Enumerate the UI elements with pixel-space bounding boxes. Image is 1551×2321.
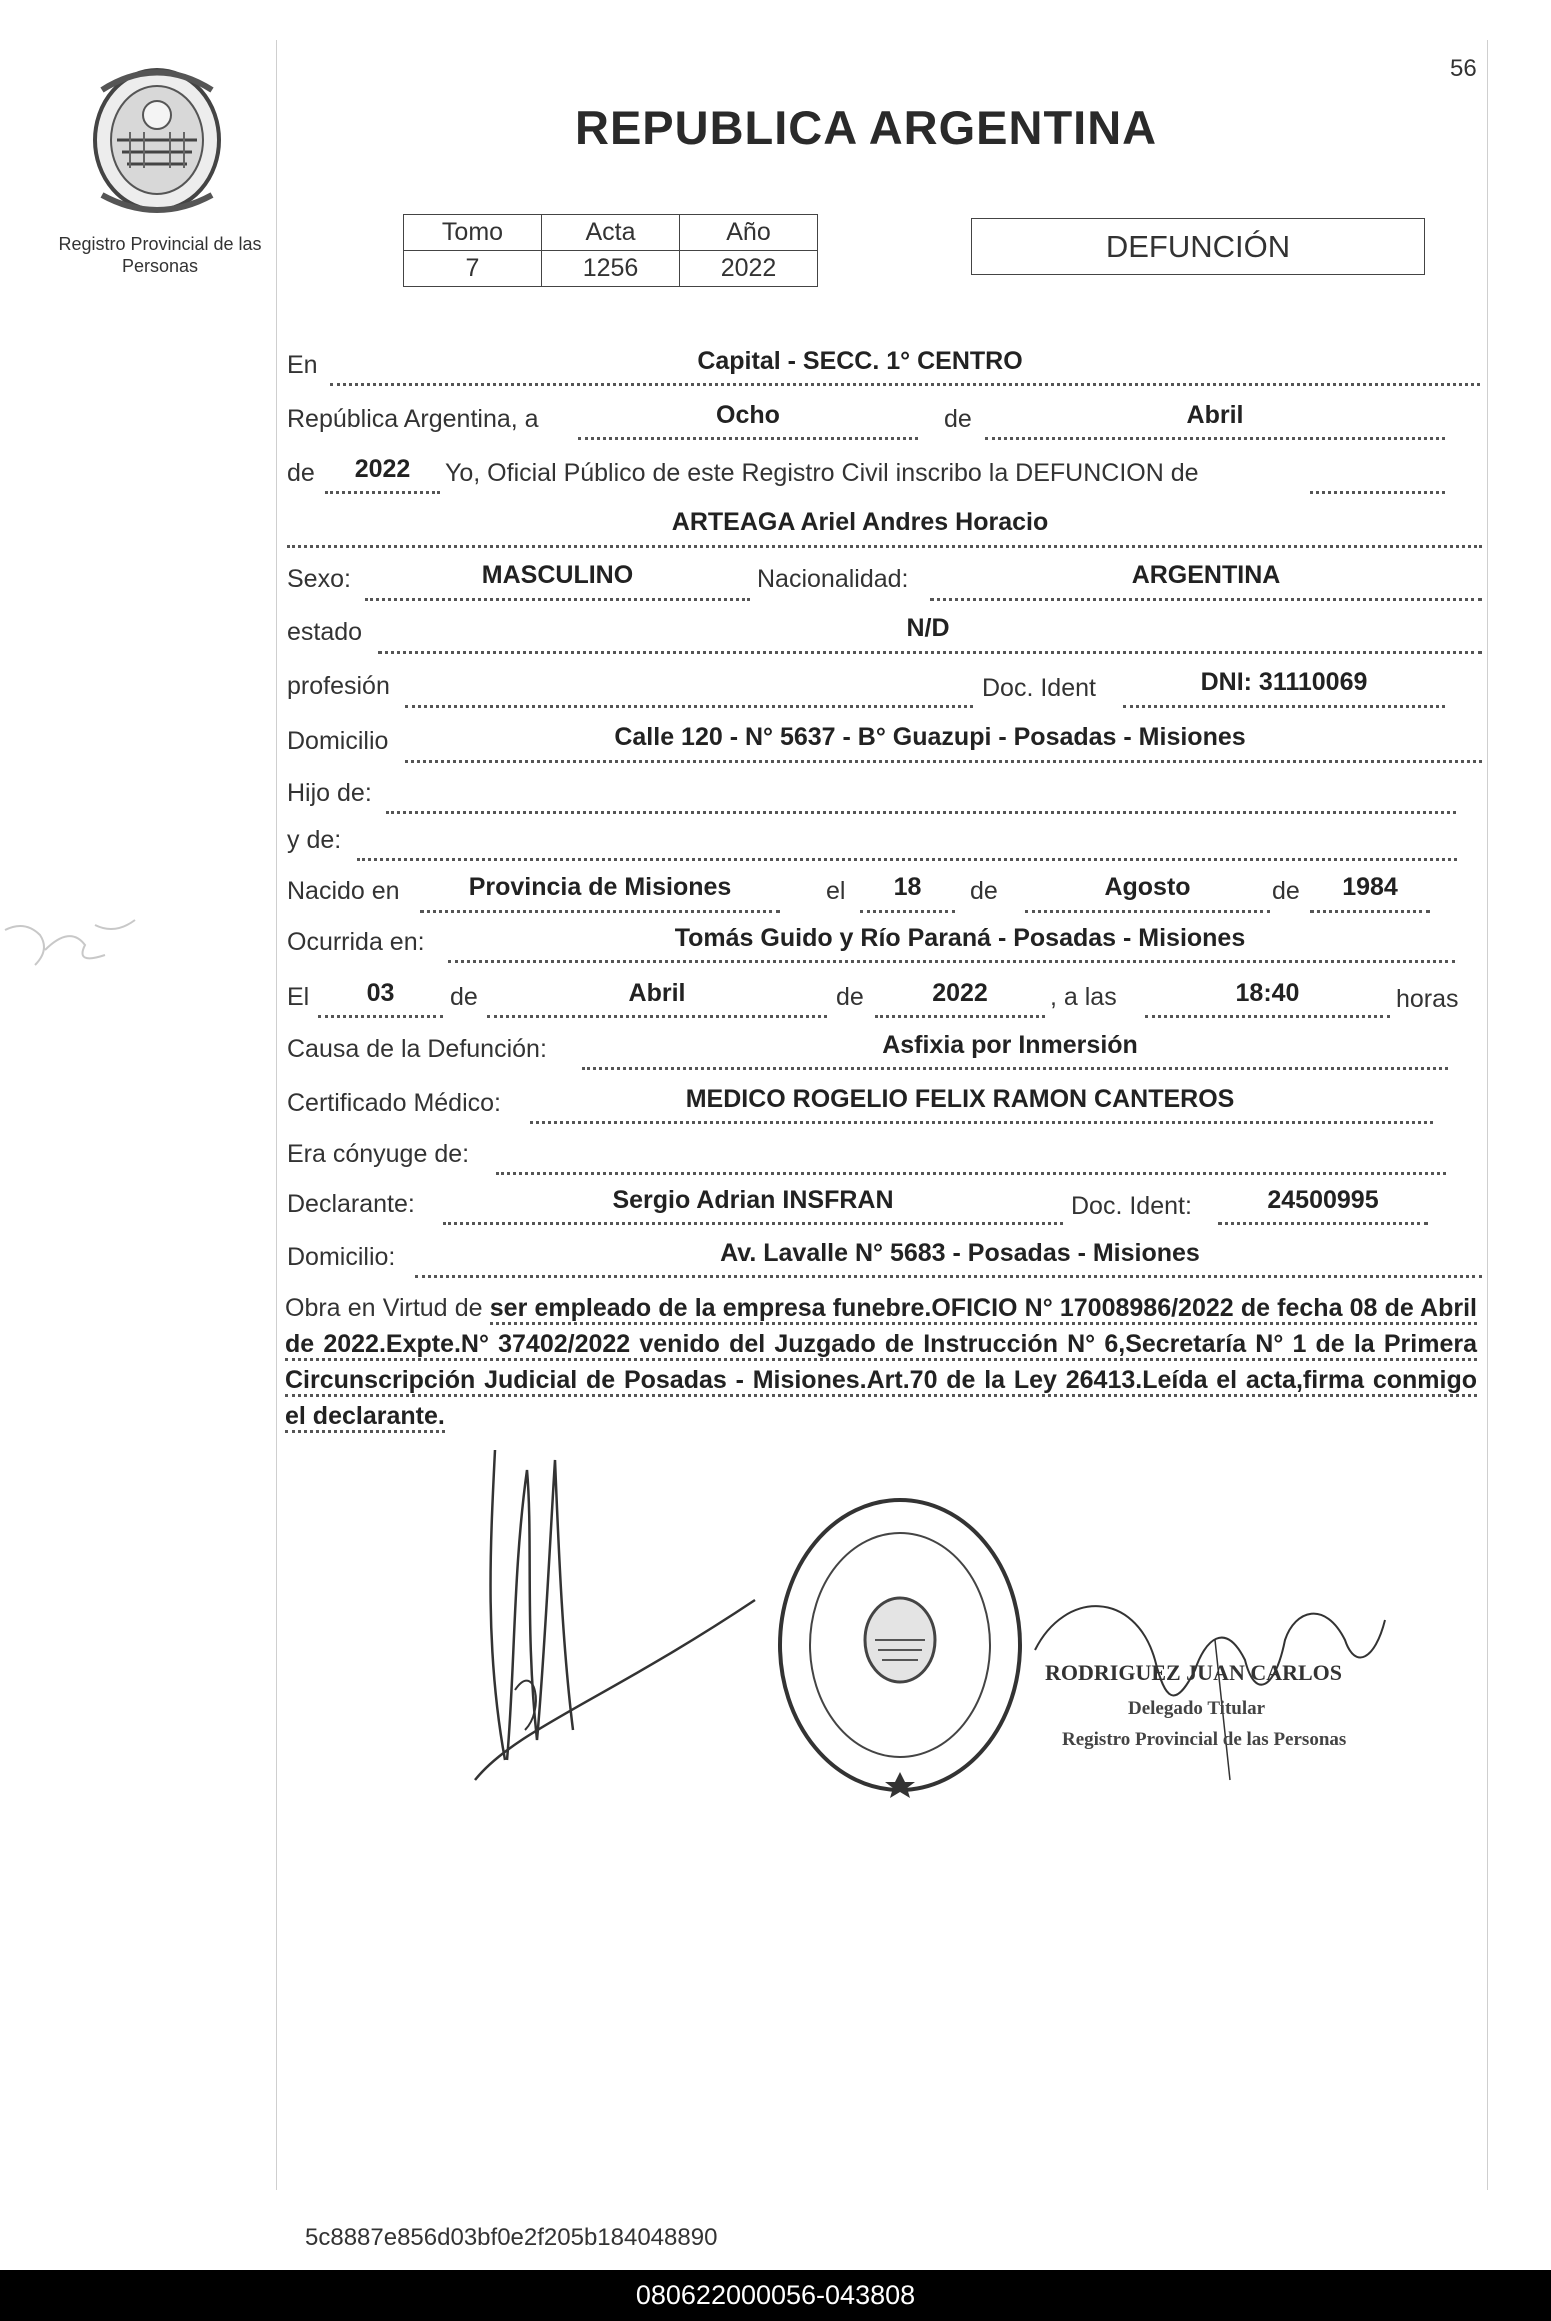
reference-header: Tomo: [404, 215, 542, 251]
official-signature: [1025, 1580, 1405, 1800]
ocurrida-en-value: Tomás Guido y Río Paraná - Posadas - Misiones: [674, 924, 1246, 952]
dotted-line: [330, 383, 1480, 386]
record-type-box: DEFUNCIÓN: [971, 218, 1425, 275]
dotted-line: [1310, 910, 1430, 913]
documento-value: DNI: 31110069: [1200, 668, 1368, 696]
dotted-line: [386, 811, 1456, 814]
reference-header: Año: [680, 215, 818, 251]
domicilio-value: Calle 120 - N° 5637 - B° Guazupi - Posadas - Misiones: [614, 723, 1246, 751]
dotted-line: [420, 910, 780, 913]
def-dia-value: 03: [366, 979, 395, 1007]
nac-mes-value: Agosto: [1104, 873, 1191, 901]
official-seal-stamp: [770, 1490, 1030, 1800]
label-nacido-en: Nacido en: [287, 877, 400, 905]
label-estado: estado: [287, 618, 363, 646]
declarante-doc-value: 24500995: [1267, 1186, 1379, 1214]
dotted-line: [985, 437, 1445, 440]
label-ocurrida-en: Ocurrida en:: [287, 928, 425, 956]
nacido-en-value: Provincia de Misiones: [468, 873, 732, 901]
dotted-line: [1025, 910, 1270, 913]
dotted-line: [448, 960, 1455, 963]
dotted-line: [1218, 1222, 1428, 1225]
label-en: En: [287, 351, 318, 379]
dotted-line: [496, 1172, 1446, 1175]
label-doc-ident: Doc. Ident: [982, 674, 1096, 702]
registry-caption: Registro Provincial de las Personas: [58, 234, 262, 276]
dotted-line: [287, 545, 1482, 548]
label-domicilio-declarante: Domicilio:: [287, 1243, 396, 1271]
page-title: REPUBLICA ARGENTINA: [575, 101, 1158, 154]
acta-value: 1256: [542, 251, 680, 287]
label-y-de: y de:: [287, 826, 342, 854]
dotted-line: [582, 1067, 1448, 1070]
dotted-line: [325, 491, 440, 494]
document-hash: 5c8887e856d03bf0e2f205b184048890: [305, 2224, 718, 2251]
barcode-id-bar: 080622000056-043808: [0, 2270, 1551, 2321]
obra-text: ser empleado de la empresa funebre.OFICIO N° 17008986/2022 de fecha 08 de Abril de 2022.Expte.N° 37402/2022 venido del Juzgado de Instrucción N° 6,Secretaría N° 1 de la Primera Circunscripción Judicial de Posadas - Misiones.Art.70 de la Ley 26413.Leída el acta,firma conmigo el declarante.: [285, 1294, 1477, 1433]
label-sexo: Sexo:: [287, 565, 351, 593]
dotted-line: [405, 705, 973, 708]
label-certificado: Certificado Médico:: [287, 1089, 501, 1117]
def-mes-value: Abril: [628, 979, 686, 1007]
label-horas: horas: [1396, 985, 1459, 1013]
declarante-domicilio-value: Av. Lavalle N° 5683 - Posadas - Misiones: [720, 1239, 1200, 1267]
left-margin-line: [276, 40, 277, 2190]
dotted-line: [578, 437, 918, 440]
province-seal-logo: [82, 60, 232, 220]
anio-registro-value: 2022: [354, 455, 411, 483]
label-el: el: [826, 877, 846, 905]
dotted-line: [318, 1015, 443, 1018]
anio-value: 2022: [680, 251, 818, 287]
mes-value: Abril: [1186, 401, 1244, 429]
dotted-line: [860, 910, 955, 913]
label-inscribo: Yo, Oficial Público de este Registro Civil inscribo la DEFUNCION de: [445, 459, 1199, 487]
label-hijo-de: Hijo de:: [287, 779, 372, 807]
declarant-signature: [455, 1430, 765, 1810]
label-profesion: profesión: [287, 672, 390, 700]
reference-table: [403, 214, 818, 287]
nac-anio-value: 1984: [1342, 873, 1398, 901]
dotted-line: [875, 1015, 1045, 1018]
sexo-value: MASCULINO: [481, 561, 634, 589]
label-de: de: [836, 983, 864, 1011]
official-role: Delegado Titular: [1128, 1698, 1266, 1719]
tomo-value: 7: [404, 251, 542, 287]
dia-value: Ocho: [716, 401, 780, 429]
dotted-line: [487, 1015, 827, 1018]
page-number: 56: [1450, 55, 1477, 82]
dotted-line: [1310, 491, 1445, 494]
label-doc-ident-declarante: Doc. Ident:: [1071, 1192, 1192, 1220]
nac-dia-value: 18: [893, 873, 922, 901]
dotted-line: [405, 760, 1482, 763]
right-margin-line: [1487, 40, 1488, 2190]
obra-prefix: Obra en Virtud de: [285, 1294, 483, 1322]
dotted-line: [365, 598, 750, 601]
reference-header: Acta: [542, 215, 680, 251]
label-declarante: Declarante:: [287, 1190, 415, 1218]
nacionalidad-value: ARGENTINA: [1131, 561, 1281, 589]
dotted-line: [415, 1275, 1482, 1278]
label-republica: República Argentina, a: [287, 405, 539, 433]
dotted-line: [443, 1222, 1063, 1225]
def-anio-value: 2022: [932, 979, 988, 1007]
label-domicilio: Domicilio: [287, 727, 389, 755]
def-hora-value: 18:40: [1235, 979, 1300, 1007]
declarante-value: Sergio Adrian INSFRAN: [612, 1186, 894, 1214]
certificado-value: MEDICO ROGELIO FELIX RAMON CANTEROS: [685, 1085, 1235, 1113]
label-de: de: [944, 405, 972, 433]
label-de: de: [287, 459, 315, 487]
label-conyuge: Era cónyuge de:: [287, 1140, 470, 1168]
label-de: de: [1272, 877, 1300, 905]
estado-value: N/D: [906, 614, 950, 642]
observations-paragraph: [285, 1290, 1477, 1434]
dotted-line: [930, 598, 1482, 601]
dotted-line: [1123, 705, 1445, 708]
label-causa: Causa de la Defunción:: [287, 1035, 547, 1063]
label-de: de: [450, 983, 478, 1011]
label-a-las: , a las: [1050, 983, 1117, 1011]
label-de: de: [970, 877, 998, 905]
dotted-line: [378, 651, 1482, 654]
lugar-value: Capital - SECC. 1° CENTRO: [697, 347, 1023, 375]
dotted-line: [1145, 1015, 1390, 1018]
official-name: RODRIGUEZ JUAN CARLOS: [1045, 1660, 1343, 1685]
dotted-line: [530, 1121, 1433, 1124]
causa-value: Asfixia por Inmersión: [882, 1031, 1138, 1059]
margin-scribble: [0, 890, 150, 1000]
official-organization: Registro Provincial de las Personas: [1062, 1729, 1347, 1750]
label-el: El: [287, 983, 310, 1011]
dotted-line: [357, 858, 1457, 861]
label-nacionalidad: Nacionalidad:: [757, 565, 909, 593]
deceased-name-value: ARTEAGA Ariel Andres Horacio: [671, 508, 1049, 536]
